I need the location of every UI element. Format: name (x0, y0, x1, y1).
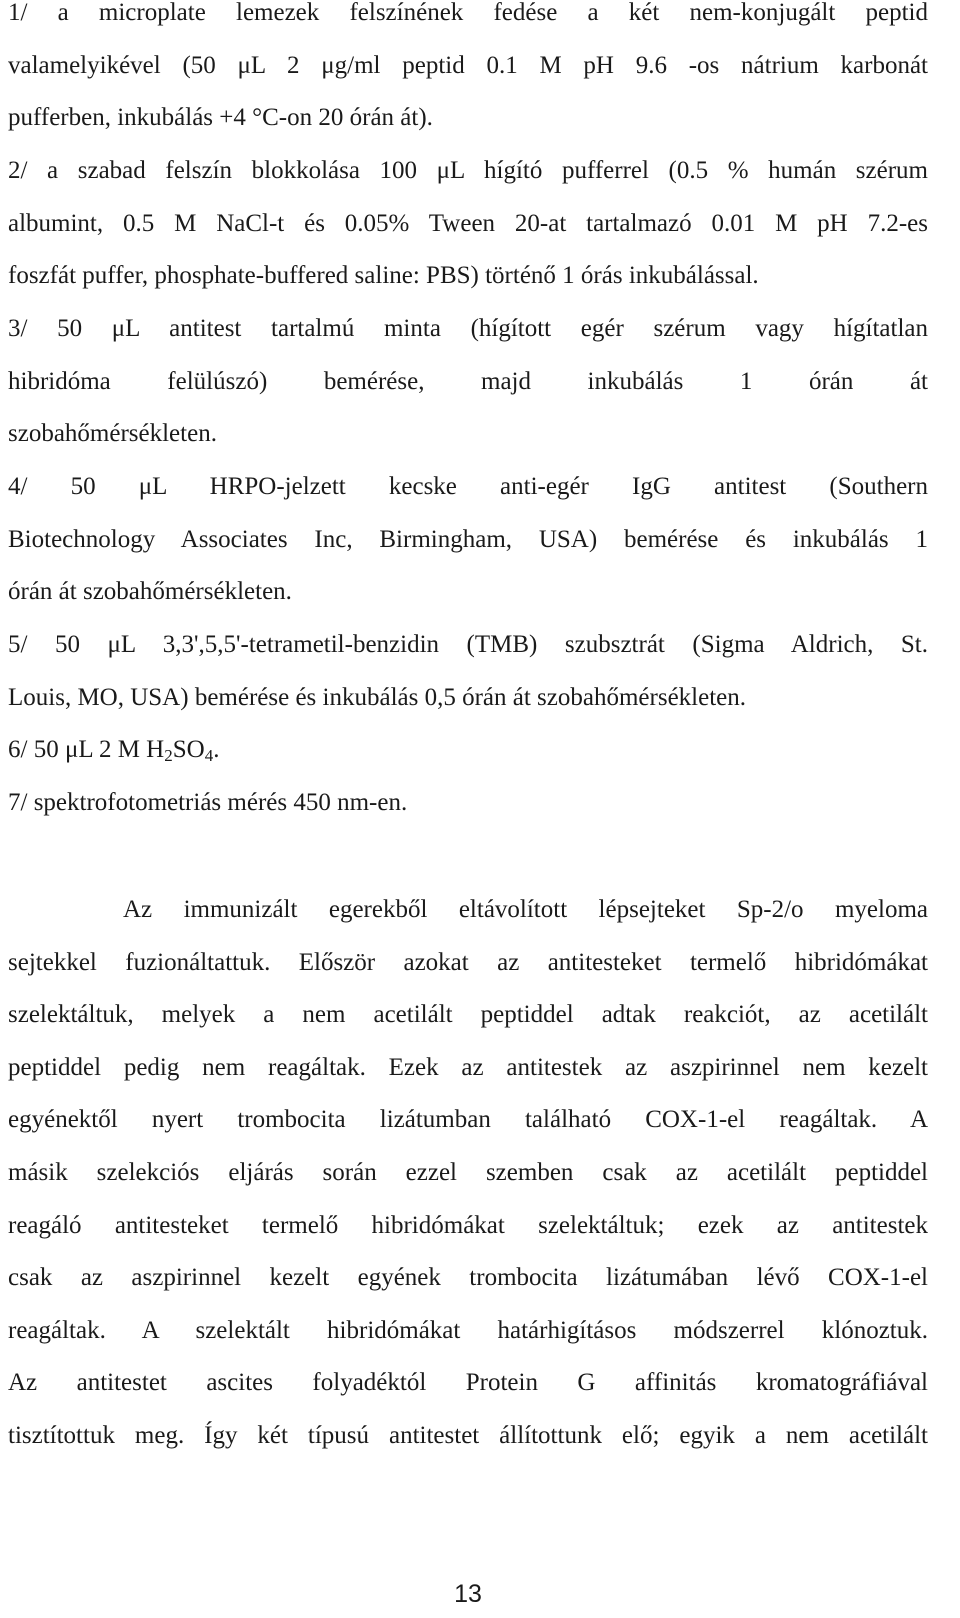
step-5-line-1: 5/ 50 μL 3,3',5,5'-tetrametil-benzidin (TMB) szubsztrát (Sigma Aldrich, St. (8, 631, 928, 658)
paragraph-line-6: másik szelekciós eljárás során ezzel szemben csak az acetilált peptiddel (8, 1159, 928, 1186)
step-1-line-3: pufferben, inkubálás +4 °C-on 20 órán át). (8, 104, 433, 131)
paragraph-line-11: tisztítottuk meg. Így két típusú antitestet állítottunk elő; egyik a nem acetilált (8, 1422, 928, 1449)
paragraph-line-10: Az antitestet ascites folyadéktól Protein G affinitás kromatográfiával (8, 1369, 928, 1396)
step-6-text: 6/ 50 μL 2 M H (8, 736, 165, 763)
paragraph-line-3: szelektáltuk, melyek a nem acetilált peptiddel adtak reakciót, az acetilált (8, 1001, 928, 1028)
step-7-line: 7/ spektrofotometriás mérés 450 nm-en. (8, 789, 408, 816)
formula-subscript-2: 2 (164, 746, 173, 765)
paragraph-line-4: peptiddel pedig nem reagáltak. Ezek az antitestek az aszpirinnel nem kezelt (8, 1054, 928, 1081)
step-3-line-2: hibridóma felülúszó) bemérése, majd inkubálás 1 órán át (8, 368, 928, 395)
step-6-formula-so: SO (172, 736, 205, 763)
step-4-line-1: 4/ 50 μL HRPO-jelzett kecske anti-egér IgG antitest (Southern (8, 473, 928, 500)
paragraph-line-5: egyénektől nyert trombocita lizátumban található COX-1-el reagáltak. A (8, 1106, 928, 1133)
paragraph-line-1: Az immunizált egerekből eltávolított lépsejteket Sp-2/o myeloma (123, 896, 928, 923)
formula-subscript-4: 4 (204, 746, 214, 765)
paragraph-line-8: csak az aszpirinnel kezelt egyének trombocita lizátumában lévő COX-1-el (8, 1264, 928, 1291)
page-number: 13 (454, 1580, 482, 1608)
step-1-line-1: 1/ a microplate lemezek felszínének fedése a két nem-konjugált peptid (8, 0, 928, 26)
step-3-line-1: 3/ 50 μL antitest tartalmú minta (hígított egér szérum vagy hígítatlan (8, 315, 928, 342)
step-2-line-3: foszfát puffer, phosphate-buffered saline: PBS) történő 1 órás inkubálással. (8, 262, 759, 289)
paragraph-line-9: reagáltak. A szelektált hibridómákat határhigításos módszerrel klónoztuk. (8, 1317, 928, 1344)
step-6-line (8, 730, 928, 770)
step-4-line-2: Biotechnology Associates Inc, Birmingham, USA) bemérése és inkubálás 1 (8, 526, 928, 553)
step-5-line-2: Louis, MO, USA) bemérése és inkubálás 0,5 órán át szobahőmérsékleten. (8, 684, 747, 711)
step-2-line-2: albumint, 0.5 M NaCl-t és 0.05% Tween 20-at tartalmazó 0.01 M pH 7.2-es (8, 210, 928, 237)
paragraph-line-7: reagáló antitesteket termelő hibridómákat szelektáltuk; ezek az antitestek (8, 1212, 928, 1239)
paragraph-line-2: sejtekkel fuzionáltattuk. Először azokat az antitesteket termelő hibridómákat (8, 949, 928, 976)
step-4-line-3: órán át szobahőmérsékleten. (8, 578, 292, 605)
step-3-line-3: szobahőmérsékleten. (8, 420, 217, 447)
step-1-line-2: valamelyikével (50 μL 2 μg/ml peptid 0.1 M pH 9.6 -os nátrium karbonát (8, 52, 928, 79)
step-2-line-1: 2/ a szabad felszín blokkolása 100 μL hígító pufferrel (0.5 % humán szérum (8, 157, 928, 184)
step-6-period: . (213, 736, 220, 763)
